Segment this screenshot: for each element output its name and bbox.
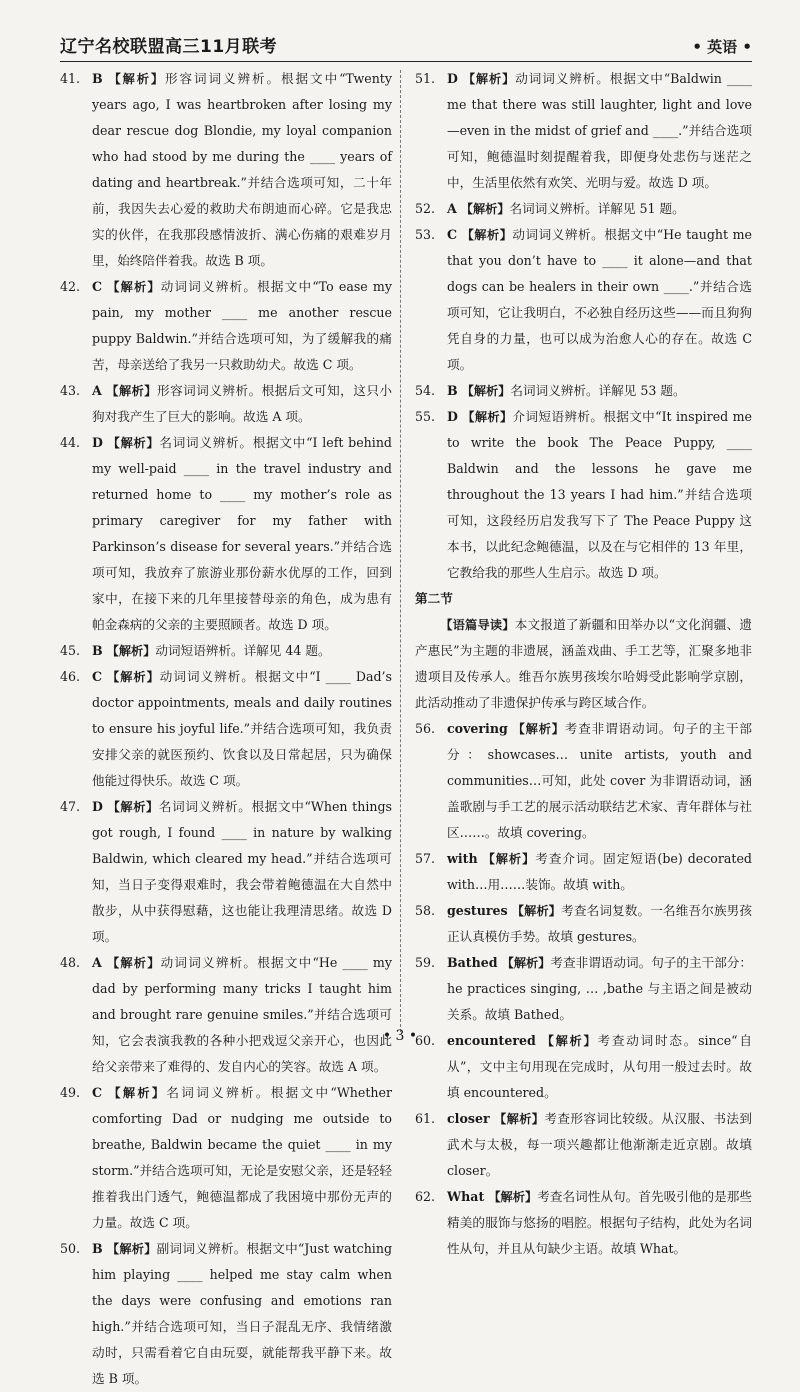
question-number: 41.: [60, 71, 81, 86]
question-number: 61.: [415, 1111, 436, 1126]
explanation-text: 形容词词义辨析。根据文中“Twenty years ago, I was heartbroken after losing my dear rescue dog Blondie, my loyal companion who had stood by me during the ____ years of dating and heartbreak.”并结合选项可知，二十年前，我因失去心爱的救助犬布朗迪而心碎。它是我忠实的伙伴，在我那段感情波折、满心伤痛的艰难岁月里，始终陪伴着我。故选 B 项。: [92, 71, 392, 268]
analysis-tag: 【解析】: [461, 228, 513, 242]
explanation-text: 动词词义辨析。根据文中“He ____ my dad by performing many tricks I taught him and brought rare genuine smiles.”并结合选项可知，它会表演我教的各种小把戏逗父亲开心，也因此给父亲带来了难得的、发自内心的笑容。故选 A 项。: [92, 955, 392, 1074]
answer-explanation: [447, 846, 752, 898]
answer-key: D: [92, 799, 103, 814]
answer-item: [415, 222, 752, 378]
question-number: 42.: [60, 279, 81, 294]
answer-key: Bathed: [447, 955, 498, 970]
answer-item: [415, 898, 752, 950]
explanation-text: 动词词义辨析。根据文中“To ease my pain, my mother ____ me another rescue puppy Baldwin.”并结合选项可知，为了缓解我的痛苦，母亲送给了我另一只救助幼犬。故选 C 项。: [92, 279, 392, 372]
answer-key: A: [92, 383, 102, 398]
answer-item: [415, 66, 752, 196]
analysis-tag: 【解析】: [541, 1034, 598, 1048]
explanation-text: 考查名词复数。一名维吾尔族男孩正认真模仿手势。故填 gestures。: [447, 903, 753, 944]
answer-item: [60, 950, 392, 1080]
answer-item: [415, 950, 752, 1028]
answer-explanation: [447, 404, 752, 586]
question-number: 50.: [60, 1241, 81, 1256]
answer-explanation: [447, 196, 752, 222]
answer-item: [60, 664, 392, 794]
answer-item: [415, 1106, 752, 1184]
subject-label: • 英语 •: [692, 38, 752, 56]
analysis-tag: 【解析】: [108, 72, 165, 86]
answer-key: C: [92, 279, 103, 294]
answer-key: encountered: [447, 1033, 536, 1048]
answer-key: B: [92, 643, 103, 658]
answer-item: [60, 1236, 392, 1392]
question-number: 57.: [415, 851, 436, 866]
answer-explanation: [447, 222, 752, 378]
answer-explanation: [447, 898, 752, 950]
analysis-tag: 【解析】: [106, 384, 157, 398]
answer-explanation: [447, 950, 752, 1028]
answer-key: D: [447, 409, 458, 424]
answer-explanation: [447, 716, 752, 846]
answer-explanation: [92, 638, 392, 664]
question-number: 58.: [415, 903, 436, 918]
question-number: 56.: [415, 721, 436, 736]
right-column: [407, 66, 753, 1256]
explanation-text: 名词词义辨析。根据文中“When things got rough, I found ____ in nature by walking Baldwin, which cleared my head.”并结合选项可知，当日子变得艰难时，我会带着鲍德温在大自然中散步，从中获得慰藉，这也能让我理清思绪。故选 D 项。: [92, 799, 392, 944]
answer-item: [60, 1080, 392, 1236]
analysis-tag: 【解析】: [462, 410, 513, 424]
question-number: 48.: [60, 955, 81, 970]
answer-explanation: [92, 950, 392, 1080]
answer-explanation: [92, 274, 392, 378]
answer-key: C: [447, 227, 458, 242]
guide-label: 【语篇导读】: [440, 618, 515, 632]
analysis-tag: 【解析】: [461, 384, 511, 398]
answer-columns: [60, 66, 753, 1386]
answer-key: D: [92, 435, 103, 450]
answer-explanation: [92, 664, 392, 794]
explanation-text: 动词短语辨析。详解见 44 题。: [155, 643, 331, 658]
question-number: 53.: [415, 227, 436, 242]
answer-key: closer: [447, 1111, 490, 1126]
analysis-tag: 【解析】: [106, 1242, 157, 1256]
explanation-text: 名词词义辨析。根据文中“I left behind my well-paid ____ in the travel industry and returned home to ____ my mother’s role as primary caregiver for my father with Parkinson’s disease for several years.”并结合选项可知，我放弃了旅游业那份薪水优厚的工作，回到家中，在接下来的几年里接替母亲的角色，成为患有帕金森病的父亲的主要照顾者。故选 D 项。: [92, 435, 392, 632]
analysis-tag: 【解析】: [107, 670, 160, 684]
section-title: 第二节: [415, 591, 453, 606]
analysis-tag: 【解析】: [107, 280, 161, 294]
answer-key: B: [92, 1241, 103, 1256]
analysis-tag: 【解析】: [482, 852, 536, 866]
explanation-text: 副词词义辨析。根据文中“Just watching him playing ____ helped me stay calm when the days were confusing and emotions ran high.”并结合选项可知，当日子混乱无序、我情绪激动时，只需看着它自由玩耍，就能帮我平静下来。故选 B 项。: [92, 1241, 393, 1386]
answer-key: gestures: [447, 903, 508, 918]
answer-item: [415, 846, 752, 898]
answer-explanation: [447, 378, 752, 404]
reading-guide: [415, 612, 752, 716]
answer-key: A: [92, 955, 102, 970]
explanation-text: 名词词义辨析。详解见 53 题。: [510, 383, 686, 398]
explanation-text: 考查介词。固定短语(be) decorated with…用……装饰。故填 with。: [447, 851, 752, 892]
analysis-tag: 【解析】: [511, 904, 562, 918]
explanation-text: 考查非谓语动词。句子的主干部分：he practices singing, … ,bathe 与主语之间是被动关系。故填 Bathed。: [447, 955, 753, 1022]
explanation-text: 考查动词时态。since“自从”，文中主句用现在完成时，从句用一般过去时。故填 encountered。: [447, 1033, 752, 1100]
answer-key: with: [447, 851, 478, 866]
exam-title: 辽宁名校联盟高三11月联考: [60, 37, 278, 57]
answer-explanation: [447, 1106, 752, 1184]
answer-item: [415, 404, 752, 586]
question-number: 47.: [60, 799, 81, 814]
answer-item: [60, 430, 392, 638]
answer-item: [60, 378, 392, 430]
answer-item: [415, 196, 752, 222]
answer-item: [415, 716, 752, 846]
answer-key: B: [447, 383, 458, 398]
question-number: 46.: [60, 669, 81, 684]
answer-key: C: [92, 1085, 103, 1100]
answer-item: [60, 638, 392, 664]
answer-key: What: [447, 1189, 485, 1204]
column-divider: [400, 70, 401, 1032]
explanation-text: 动词词义辨析。根据文中“Baldwin ____ me that there was still laughter, light and love—even in the midst of grief and ____.”并结合选项可知，鲍德温时刻提醒着我，即便身处悲伤与迷茫之中，生活里依然有欢笑、光明与爱。故选 D 项。: [447, 71, 753, 190]
question-number: 43.: [60, 383, 81, 398]
answer-explanation: [92, 1080, 392, 1236]
answer-explanation: [447, 1184, 752, 1262]
page-header: [60, 24, 752, 62]
explanation-text: 名词词义辨析。根据文中“Whether comforting Dad or nudging me outside to breathe, Baldwin became the quiet ____ in my storm.”并结合选项可知，无论是安慰父亲，还是轻轻推着我出门透气，鲍德温都成了我困境中那份无声的力量。故选 C 项。: [92, 1085, 393, 1230]
analysis-tag: 【解析】: [460, 202, 510, 216]
answers-56-62: [415, 716, 752, 1262]
question-number: 45.: [60, 643, 81, 658]
answer-key: covering: [447, 721, 508, 736]
question-number: 62.: [415, 1189, 436, 1204]
answer-item: [60, 66, 392, 274]
left-column: [60, 66, 400, 1386]
analysis-tag: 【解析】: [108, 1086, 167, 1100]
question-number: 55.: [415, 409, 436, 424]
answer-explanation: [92, 378, 392, 430]
analysis-tag: 【解析】: [106, 644, 156, 658]
explanation-text: 动词词义辨析。根据文中“He taught me that you don’t have to ____ it alone—and that dogs can be healers in their own ____.”并结合选项可知，它让我明白，不必独自经历这些——而且狗狗凭自身的力量，也可以成为治愈人心的存在。故选 C 项。: [447, 227, 752, 372]
answer-explanation: [92, 1236, 392, 1392]
answer-item: [60, 794, 392, 950]
answer-explanation: [447, 66, 752, 196]
explanation-text: 形容词词义辨析。根据后文可知，这只小狗对我产生了巨大的影响。故选 A 项。: [92, 383, 393, 424]
question-number: 44.: [60, 435, 81, 450]
answer-explanation: [92, 794, 392, 950]
analysis-tag: 【解析】: [462, 72, 516, 86]
explanation-text: 名词词义辨析。详解见 51 题。: [509, 201, 685, 216]
answer-key: B: [92, 71, 103, 86]
analysis-tag: 【解析】: [488, 1190, 538, 1204]
question-number: 51.: [415, 71, 436, 86]
explanation-text: 介词短语辨析。根据文中“It inspired me to write the book The Peace Puppy, ____ Baldwin and the lessons he gave me throughout the 13 years I had him.”并结合选项可知，这段经历启发我写下了 The Peace Puppy 这本书，以此纪念鲍德温，以及在与它相伴的 13 年里，它教给我的那些人生启示。故选 D 项。: [447, 409, 752, 580]
question-number: 60.: [415, 1033, 436, 1048]
analysis-tag: 【解析】: [107, 800, 159, 814]
page-number: • 3 •: [382, 1028, 418, 1044]
analysis-tag: 【解析】: [494, 1112, 545, 1126]
answer-key: A: [447, 201, 457, 216]
explanation-text: 考查非谓语动词。句子的主干部分：showcases… unite artists, youth and communities…可知，此处 cover 为非谓语动词，涵盖歌剧与手工艺的展示活动联结艺术家、青年群体与社区……。故填 covering。: [447, 721, 753, 840]
analysis-tag: 【解析】: [107, 436, 160, 450]
explanation-text: 考查名词性从句。首先吸引他的是那些精美的服饰与悠扬的唱腔。根据句子结构，此处为名词性从句，并且从句缺少主语。故填 What。: [447, 1189, 752, 1256]
answer-explanation: [92, 430, 392, 638]
question-number: 49.: [60, 1085, 81, 1100]
explanation-text: 动词词义辨析。根据文中“I ____ Dad’s doctor appointments, meals and daily routines to ensure his joyful life.”并结合选项可知，我负责安排父亲的就医预约、饮食以及日常起居，只为确保他能过得快乐。故选 C 项。: [92, 669, 392, 788]
answer-item: [415, 1184, 752, 1262]
answer-item: [60, 274, 392, 378]
analysis-tag: 【解析】: [512, 722, 565, 736]
answer-key: D: [447, 71, 458, 86]
question-number: 59.: [415, 955, 436, 970]
answer-item: [415, 378, 752, 404]
answers-51-55: [415, 66, 752, 586]
guide-text: 本文报道了新疆和田举办以“文化润疆、遗产惠民”为主题的非遗展，涵盖戏曲、手工艺等，汇聚多地非遗项目及传承人。维吾尔族男孩埃尔哈姆受此影响学京剧，此活动推动了非遗保护传承与跨区域合作。: [415, 617, 752, 710]
answer-explanation: [92, 66, 392, 274]
answer-key: C: [92, 669, 103, 684]
analysis-tag: 【解析】: [107, 956, 161, 970]
question-number: 54.: [415, 383, 436, 398]
analysis-tag: 【解析】: [501, 956, 551, 970]
question-number: 52.: [415, 201, 436, 216]
explanation-text: 考查形容词比较级。从汉服、书法到武术与太极，每一项兴趣都让他渐渐走近京剧。故填 closer。: [447, 1111, 753, 1178]
